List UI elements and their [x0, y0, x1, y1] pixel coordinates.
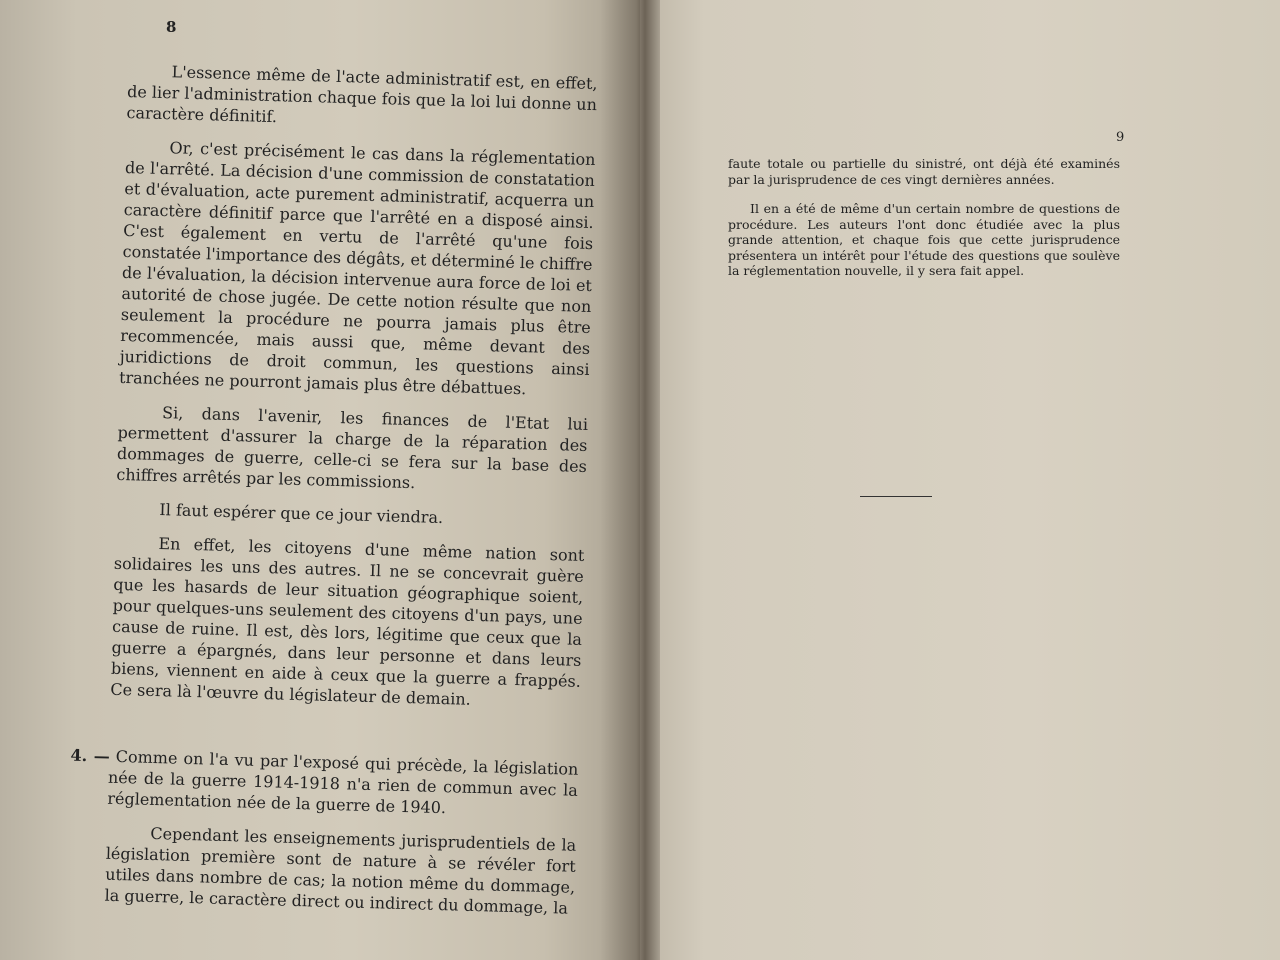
paragraph: Si, dans l'avenir, les finances de l'Etat lui permettent d'assurer la charge de la réparation des dommages de guerre, celle-ci se fera sur la base des chiffres arrêtés par les commissions. — [116, 403, 589, 493]
section-text: Comme on l'a vu par l'exposé qui précède, la législation née de la guerre 1914-1918 n'a rien de commun avec la réglementation née de la guerre de 1940. — [107, 746, 579, 818]
paragraph: faute totale ou partielle du sinistré, ont déjà été examinés par la jurisprudence de ces vingt dernières années. — [728, 156, 1120, 187]
section-number: 4. — — [70, 745, 111, 766]
left-page-number: 8 — [166, 18, 177, 36]
paragraph: Il en a été de même d'un certain nombre de questions de procédure. Les auteurs l'ont donc étudiée avec la plus grande attention, et chaque fois que cette jurisprudence présentera un intérêt pour l'étude des questions que soulève la réglementation nouvelle, il y sera fait appel. — [728, 201, 1120, 278]
right-page-text — [728, 156, 1120, 293]
paragraph: Il faut espérer que ce jour viendra. — [159, 500, 444, 527]
right-page-number: 9 — [1116, 130, 1125, 145]
paragraph: En effet, les citoyens d'une même nation sont solidaires les uns des autres. Il ne se concevrait guère que les hasards de leur situation géographique soient, pour quelques-uns seulement des citoyens d'un pays, une cause de ruine. Il est, dès lors, légitime que ceux que la guerre a épargnés, dans leur personne et dans leurs biens, viennent en aide à ceux que la guerre a frappés. Ce sera là l'œuvre du législateur de demain. — [110, 534, 585, 709]
end-rule — [860, 496, 932, 497]
left-page-text — [70, 60, 598, 932]
paragraph: L'essence même de l'acte administratif est, en effet, de lier l'administration chaque fois que la loi lui donne un caractère définitif. — [126, 62, 598, 127]
section-paragraph — [70, 745, 579, 822]
paragraph: Cependant les enseignements jurisprudentiels de la législation première sont de nature à se révéler fort utiles dans nombre de cas; la notion même du dommage, la guerre, le caractère direct ou indirect du dommage, la — [104, 823, 577, 918]
paragraph: Or, c'est précisément le cas dans la réglementation de l'arrêté. La décision d'une commission de constatation et d'évaluation, acte purement administratif, acquerra un caractère définitif parce que l'arrêté en a disposé ainsi. C'est également en vertu de l'arrêté qu'une fois constatée l'importance des dégâts, et déterminé le chiffre de l'évaluation, la décision intervenue aura force de loi et autorité de chose jugée. De cette notion résulte que non seulement la procédure ne pourra jamais plus être recommencée, mais aussi que, même devant des juridictions de droit commun, les questions ainsi tranchées ne pourront jamais plus être débattues. — [118, 138, 596, 399]
right-page — [640, 0, 1280, 960]
